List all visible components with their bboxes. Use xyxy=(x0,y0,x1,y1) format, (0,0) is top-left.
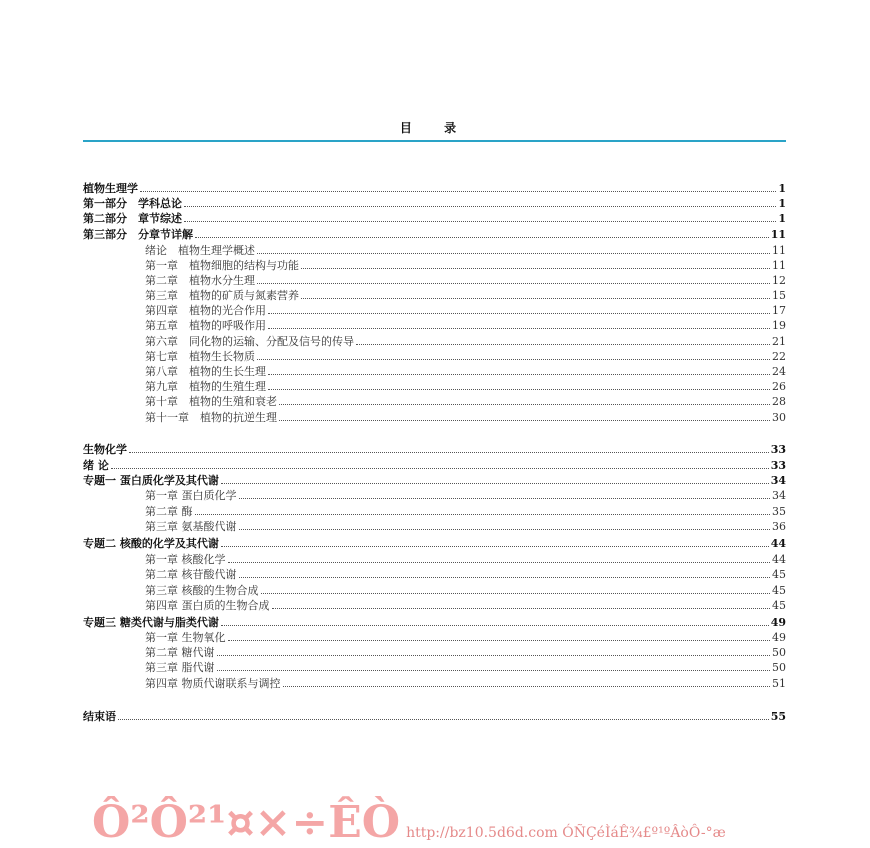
toc-entry-title: 生物化学 xyxy=(83,443,127,456)
toc-leader-dots xyxy=(268,374,770,375)
toc-entry-title: 结束语 xyxy=(83,710,116,723)
toc-chapter-row xyxy=(83,518,786,533)
toc-page-number: 44 xyxy=(770,537,786,550)
toc-section-row xyxy=(83,535,786,550)
toc-chapter-row xyxy=(83,597,786,612)
toc-section-row xyxy=(83,708,786,723)
toc-leader-dots xyxy=(261,593,771,594)
toc-leader-dots xyxy=(184,206,776,207)
toc-leader-dots xyxy=(111,468,769,469)
toc-section-row xyxy=(83,614,786,629)
toc-page-number: 1 xyxy=(778,212,786,225)
toc-entry-title: 第三章 核酸的生物合成 xyxy=(145,584,259,597)
watermark xyxy=(92,797,726,848)
toc-page-number: 35 xyxy=(772,505,786,518)
toc-page-number: 17 xyxy=(772,304,786,317)
toc-entry-title: 第一章 蛋白质化学 xyxy=(145,489,237,502)
toc-entry-title: 第一章 核酸化学 xyxy=(145,553,226,566)
toc-entry-title: 第一章 植物细胞的结构与功能 xyxy=(145,259,299,272)
toc-chapter-row xyxy=(83,644,786,659)
toc-entry-title: 第三章 脂代谢 xyxy=(145,661,215,674)
toc-entry-title: 第二章 糖代谢 xyxy=(145,646,215,659)
toc-chapter-row xyxy=(83,242,786,257)
toc-leader-dots xyxy=(279,404,770,405)
toc-chapter-row xyxy=(83,333,786,348)
toc-page-number: 51 xyxy=(772,677,786,690)
toc-section-row xyxy=(83,195,786,210)
toc-page-number: 49 xyxy=(772,631,786,644)
toc-leader-dots xyxy=(195,514,771,515)
toc-leader-dots xyxy=(279,420,770,421)
toc-page-number: 33 xyxy=(770,443,786,456)
toc-chapter-row xyxy=(83,287,786,302)
toc-entry-title: 专题三 糖类代谢与脂类代谢 xyxy=(83,616,219,629)
toc-page-number: 11 xyxy=(770,228,786,241)
toc-chapter-row xyxy=(83,317,786,332)
toc-chapter-row xyxy=(83,659,786,674)
toc-page-number: 34 xyxy=(772,489,786,502)
toc-page-number: 30 xyxy=(772,411,786,424)
toc-entry-title: 第二部分 章节综述 xyxy=(83,212,182,225)
toc-entry-title: 第十一章 植物的抗逆生理 xyxy=(145,411,277,424)
toc-entry-title: 第九章 植物的生殖生理 xyxy=(145,380,266,393)
toc-entry-title: 第四章 植物的光合作用 xyxy=(145,304,266,317)
toc-leader-dots xyxy=(283,686,771,687)
toc-entry-title: 第四章 蛋白质的生物合成 xyxy=(145,599,270,612)
toc-page-number: 21 xyxy=(772,335,786,348)
toc-page-number: 19 xyxy=(772,319,786,332)
toc-leader-dots xyxy=(268,389,770,390)
toc-page-number: 28 xyxy=(772,395,786,408)
toc-page-number: 44 xyxy=(772,553,786,566)
toc-leader-dots xyxy=(140,191,776,192)
toc-page-number: 11 xyxy=(772,244,786,257)
toc-entry-title: 第一章 生物氧化 xyxy=(145,631,226,644)
toc-chapter-row xyxy=(83,378,786,393)
toc-chapter-row xyxy=(83,629,786,644)
watermark-text: Ô²Ô²¹¤×÷ÊÒ xyxy=(92,797,401,848)
toc-page-number: 12 xyxy=(772,274,786,287)
toc-entry-title: 植物生理学 xyxy=(83,182,138,195)
toc-entry-title: 第三部分 分章节详解 xyxy=(83,228,193,241)
toc-page-number: 45 xyxy=(772,584,786,597)
toc-leader-dots xyxy=(268,313,770,314)
toc-page-number: 1 xyxy=(778,182,786,195)
toc-leader-dots xyxy=(228,562,771,563)
toc-leader-dots xyxy=(356,344,770,345)
toc-page-number: 26 xyxy=(772,380,786,393)
toc-leader-dots xyxy=(239,529,771,530)
toc-chapter-row xyxy=(83,503,786,518)
toc-section-row xyxy=(83,457,786,472)
toc-leader-dots xyxy=(228,640,771,641)
toc-page-number: 22 xyxy=(772,350,786,363)
toc-page-number: 24 xyxy=(772,365,786,378)
toc-section-row xyxy=(83,210,786,225)
toc-entry-title: 第一部分 学科总论 xyxy=(83,197,182,210)
toc-entry-title: 绪论 植物生理学概述 xyxy=(145,244,255,257)
toc-chapter-row xyxy=(83,363,786,378)
toc-chapter-row xyxy=(83,675,786,690)
toc-entry-title: 专题二 核酸的化学及其代谢 xyxy=(83,537,219,550)
toc-chapter-row xyxy=(83,409,786,424)
toc-page-number: 50 xyxy=(772,646,786,659)
toc-page-number: 45 xyxy=(772,568,786,581)
toc-chapter-row xyxy=(83,566,786,581)
toc-chapter-row xyxy=(83,302,786,317)
toc-page-number: 34 xyxy=(770,474,786,487)
toc-leader-dots xyxy=(301,268,770,269)
toc-entry-title: 第二章 酶 xyxy=(145,505,193,518)
toc-page-number: 36 xyxy=(772,520,786,533)
toc-section-row xyxy=(83,180,786,195)
toc-section-row xyxy=(83,441,786,456)
toc-entry-title: 第十章 植物的生殖和衰老 xyxy=(145,395,277,408)
toc-leader-dots xyxy=(217,655,771,656)
toc-page-number: 1 xyxy=(778,197,786,210)
toc-entry-title: 第二章 植物水分生理 xyxy=(145,274,255,287)
toc-leader-dots xyxy=(221,546,769,547)
toc-leader-dots xyxy=(129,452,769,453)
toc-entry-title: 第二章 核苷酸代谢 xyxy=(145,568,237,581)
toc-leader-dots xyxy=(195,237,769,238)
toc-leader-dots xyxy=(272,608,771,609)
toc-entry-title: 绪 论 xyxy=(83,459,109,472)
toc-leader-dots xyxy=(301,298,770,299)
header-rule xyxy=(83,140,786,142)
toc-leader-dots xyxy=(257,359,770,360)
toc-entry-title: 第三章 植物的矿质与氮素营养 xyxy=(145,289,299,302)
toc-chapter-row xyxy=(83,393,786,408)
toc-page-number: 33 xyxy=(770,459,786,472)
toc-page-number: 55 xyxy=(770,710,786,723)
toc-leader-dots xyxy=(239,577,771,578)
toc-chapter-row xyxy=(83,272,786,287)
toc-page-number: 49 xyxy=(770,616,786,629)
toc-chapter-row xyxy=(83,487,786,502)
toc-page-number: 50 xyxy=(772,661,786,674)
toc-leader-dots xyxy=(239,498,771,499)
toc-entry-title: 专题一 蛋白质化学及其代谢 xyxy=(83,474,219,487)
toc-entry-title: 第七章 植物生长物质 xyxy=(145,350,255,363)
toc-leader-dots xyxy=(118,719,769,720)
toc-leader-dots xyxy=(268,328,770,329)
toc-page-number: 15 xyxy=(772,289,786,302)
toc-chapter-row xyxy=(83,551,786,566)
toc-chapter-row xyxy=(83,257,786,272)
toc-page-number: 45 xyxy=(772,599,786,612)
toc-entry-title: 第八章 植物的生长生理 xyxy=(145,365,266,378)
toc-entry-title: 第三章 氨基酸代谢 xyxy=(145,520,237,533)
toc-entry-title: 第六章 同化物的运输、分配及信号的传导 xyxy=(145,335,354,348)
toc-page-number: 11 xyxy=(772,259,786,272)
toc-leader-dots xyxy=(221,625,769,626)
toc-leader-dots xyxy=(184,221,776,222)
toc-chapter-row xyxy=(83,348,786,363)
toc-section-row xyxy=(83,472,786,487)
toc-leader-dots xyxy=(257,283,770,284)
toc-section-row xyxy=(83,226,786,241)
toc-leader-dots xyxy=(221,483,769,484)
toc-chapter-row xyxy=(83,582,786,597)
toc-entry-title: 第五章 植物的呼吸作用 xyxy=(145,319,266,332)
toc-leader-dots xyxy=(257,253,770,254)
toc-page-title: 目 录 xyxy=(399,121,471,135)
watermark-url: http://bz10.5d6d.com ÓÑÇéÌáÊ¾£º¹ºÂòÔ-°æ xyxy=(406,825,726,841)
toc-entry-title: 第四章 物质代谢联系与调控 xyxy=(145,677,281,690)
toc-leader-dots xyxy=(217,670,771,671)
